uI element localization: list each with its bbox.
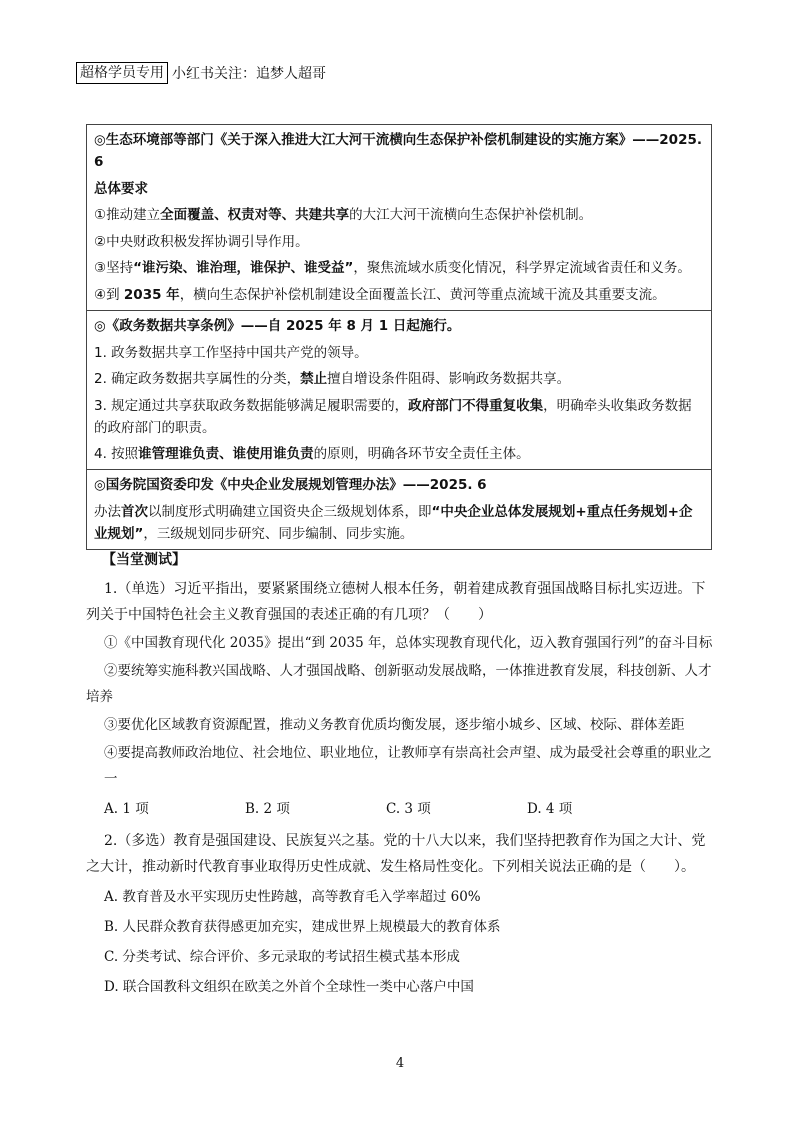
policy-title: ◎国务院国资委印发《中央企业发展规划管理办法》——2025. 6 bbox=[94, 477, 487, 494]
option-a: A. 1 项 bbox=[104, 801, 149, 817]
policy-title: ◎生态环境部等部门《关于深入推进大江大河干流横向生态保护补偿机制建设的实施方案》——2025. 6 bbox=[94, 132, 702, 170]
section-title: 【当堂测试】 bbox=[102, 552, 186, 568]
statement-item: ②要统筹实施科教兴国战略、人才强国战略、创新驱动发展战略，一体推进教育发展，科技创新、人才培养 bbox=[86, 663, 712, 705]
statement-item: ③要优化区域教育资源配置，推动义务教育优质均衡发展，逐步缩小城乡、区域、校际、群体差距 bbox=[104, 717, 685, 733]
policy-cell bbox=[87, 125, 712, 311]
option-c: C. 分类考试、综合评价、多元录取的考试招生模式基本形成 bbox=[104, 949, 460, 965]
policy-box-soe-planning bbox=[87, 470, 712, 550]
question-2-stem: 2.（多选）教育是强国建设、民族复兴之基。党的十八大以来，我们坚持把教育作为国之大计、党之大计，推动新时代教育事业取得历史性成就、发生格局性变化。下列相关说法正确的是（ ）。 bbox=[86, 833, 706, 875]
policy-point: 4. 按照谁管理谁负责、谁使用谁负责的原则，明确各环节安全责任主体。 bbox=[94, 446, 530, 463]
policy-box-ecology bbox=[87, 125, 712, 311]
statement-item: ④要提高教师政治地位、社会地位、职业地位，让教师享有崇高社会声望、成为最受社会尊重的职业之一 bbox=[104, 745, 712, 787]
policy-point: 1. 政务数据共享工作坚持中国共产党的领导。 bbox=[94, 344, 368, 361]
page-header bbox=[76, 61, 326, 85]
policy-table bbox=[86, 124, 712, 550]
policy-point: ③坚持“谁污染、谁治理，谁保护、谁受益”，聚焦流域水质变化情况，科学界定流域省责任和义务。 bbox=[94, 260, 691, 277]
option-b: B. 人民群众教育获得感更加充实，建成世界上规模最大的教育体系 bbox=[104, 919, 501, 935]
policy-subtitle: 总体要求 bbox=[94, 180, 148, 197]
policy-cell bbox=[87, 470, 712, 550]
policy-cell bbox=[87, 310, 712, 469]
policy-box-data-sharing bbox=[87, 310, 712, 469]
quiz-section bbox=[86, 548, 716, 1004]
policy-point: ④到 2035 年，横向生态保护补偿机制建设全面覆盖长江、黄河等重点流域干流及其重要支流。 bbox=[94, 286, 666, 303]
policy-point: ②中央财政积极发挥协调引导作用。 bbox=[94, 233, 309, 250]
policy-point: 2. 确定政务数据共享属性的分类，禁止擅自增设条件阻碍、影响政务数据共享。 bbox=[94, 371, 571, 388]
policy-title: ◎《政务数据共享条例》——自 2025 年 8 月 1 日起施行。 bbox=[94, 317, 461, 334]
page-number: 4 bbox=[395, 1056, 405, 1071]
option-b: B. 2 项 bbox=[245, 801, 290, 817]
question-1-options bbox=[104, 796, 716, 822]
policy-point: 3. 规定通过共享获取政务数据能够满足履职需要的，政府部门不得重复收集，明确牵头收集政务数据的政府部门的职责。 bbox=[94, 397, 692, 436]
student-badge: 超格学员专用 bbox=[76, 62, 168, 84]
statement-item: ①《中国教育现代化 2035》提出“到 2035 年，总体实现教育现代化，迈入教育强国行列”的奋斗目标 bbox=[104, 635, 713, 651]
option-d: D. 4 项 bbox=[527, 801, 573, 817]
option-c: C. 3 项 bbox=[386, 801, 431, 817]
policy-point: ①推动建立全面覆盖、权责对等、共建共享的大江大河干流横向生态保护补偿机制。 bbox=[94, 207, 593, 224]
policy-point: 办法首次以制度形式明确建立国资央企三级规划体系，即“中央企业总体发展规划+重点任务规划+企业规划”，三级规划同步研究、同步编制、同步实施。 bbox=[94, 503, 693, 542]
option-a: A. 教育普及水平实现历史性跨越，高等教育毛入学率超过 60% bbox=[104, 889, 481, 905]
header-note: 小红书关注：追梦人超哥 bbox=[172, 66, 326, 82]
question-1-stem: 1.（单选）习近平指出，要紧紧围绕立德树人根本任务，朝着建成教育强国战略目标扎实迈进。下列关于中国特色社会主义教育强国的表述正确的有几项？（ ） bbox=[86, 581, 706, 623]
option-d: D. 联合国教科文组织在欧美之外首个全球性一类中心落户中国 bbox=[104, 979, 474, 995]
